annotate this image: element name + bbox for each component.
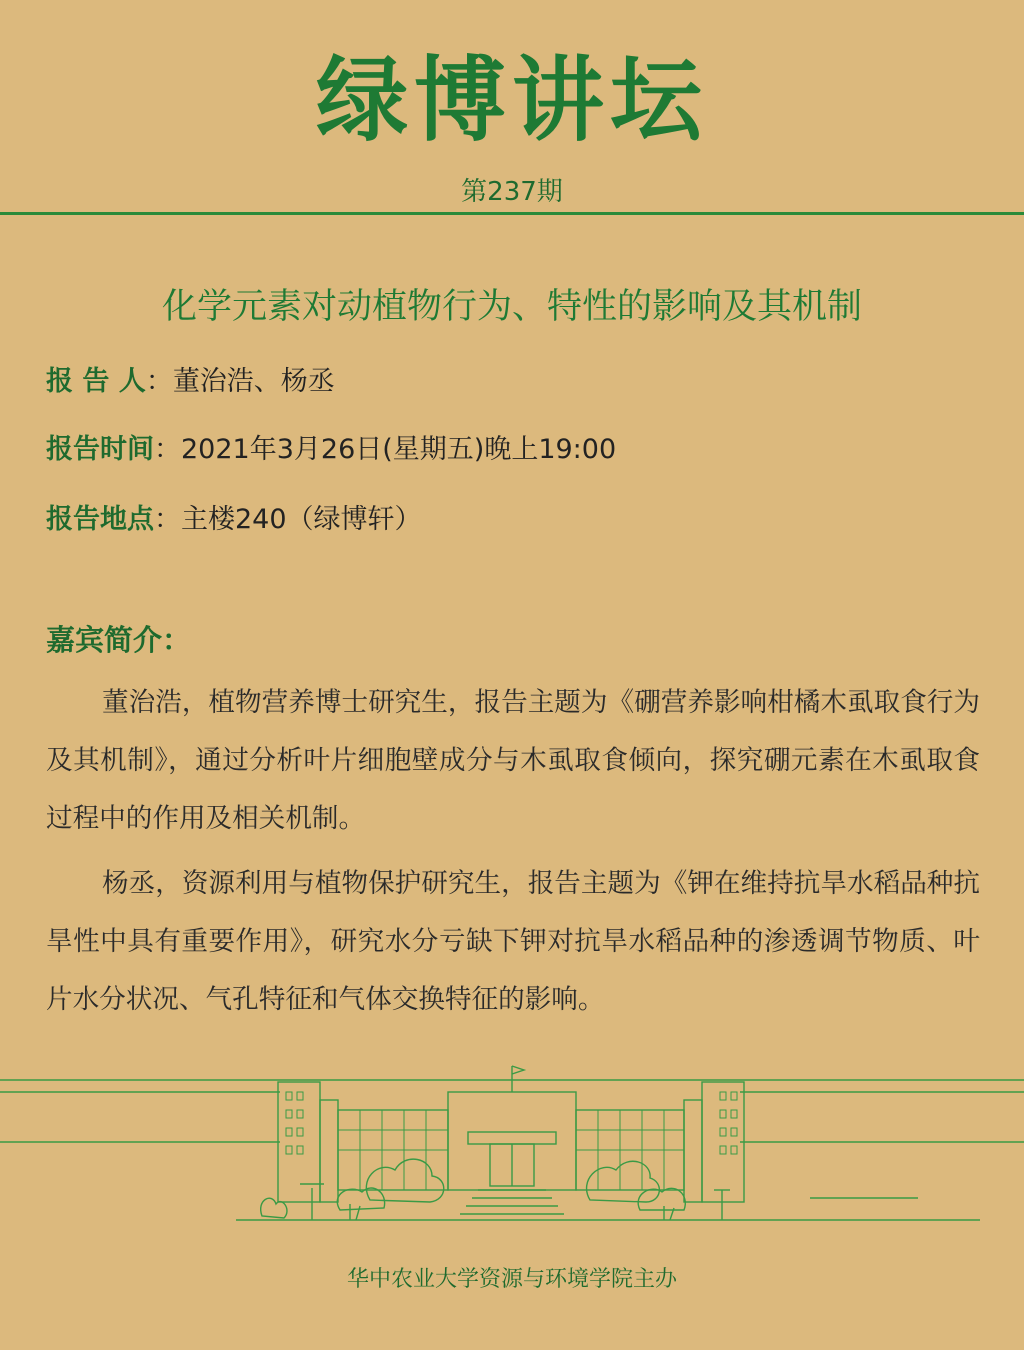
campus-building-line-drawing-icon bbox=[0, 1060, 1024, 1230]
issue-number: 第237期 bbox=[461, 177, 563, 207]
guest-intro-heading: 嘉宾简介： bbox=[46, 623, 192, 657]
speaker-label: 报 告 人 bbox=[46, 366, 146, 397]
guest-bio-1: 董治浩，植物营养博士研究生，报告主题为《硼营养影响柑橘木虱取食行为及其机制》，通过分析叶片细胞壁成分与木虱取食倾向，探究硼元素在木虱取食过程中的作用及相关机制。 bbox=[46, 687, 980, 834]
poster-title: 绿博讲坛 bbox=[315, 47, 708, 154]
time-separator: ： bbox=[154, 434, 181, 465]
lecture-subject: 化学元素对动植物行为、特性的影响及其机制 bbox=[161, 287, 862, 327]
header-divider bbox=[0, 212, 1024, 215]
speaker-value: 董治浩、杨丞 bbox=[172, 366, 335, 397]
place-value: 主楼240（绿博轩） bbox=[181, 504, 422, 535]
guest-bio-2: 杨丞，资源利用与植物保护研究生，报告主题为《钾在维持抗旱水稻品种抗旱性中具有重要作用》，研究水分亏缺下钾对抗旱水稻品种的渗透调节物质、叶片水分状况、气孔特征和气体交换特征的影响。 bbox=[46, 868, 980, 1015]
place-label: 报告地点 bbox=[46, 504, 154, 535]
place-row bbox=[46, 500, 422, 540]
time-row bbox=[46, 430, 616, 470]
place-separator: ： bbox=[154, 504, 181, 535]
organizer-footer: 华中农业大学资源与环境学院主办 bbox=[346, 1267, 677, 1292]
time-label: 报告时间 bbox=[46, 434, 154, 465]
time-value: 2021年3月26日(星期五)晚上19:00 bbox=[181, 434, 617, 465]
speaker-row bbox=[46, 362, 335, 402]
speaker-separator: ： bbox=[145, 366, 173, 397]
